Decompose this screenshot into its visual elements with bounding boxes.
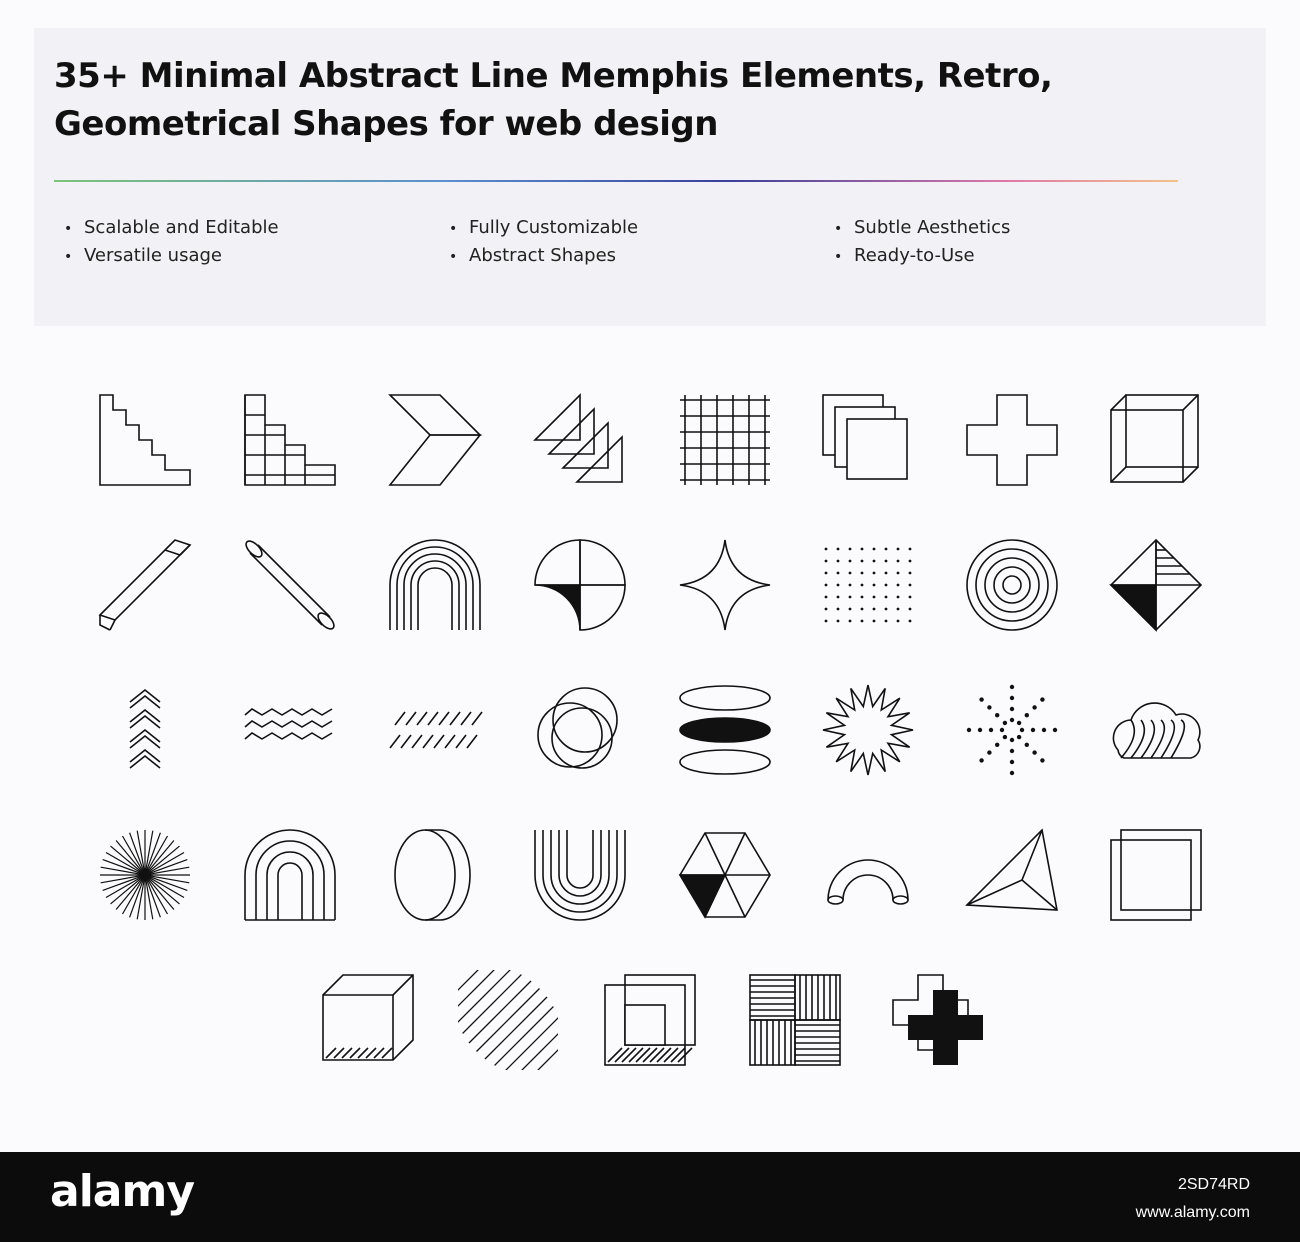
bullet: •: [834, 249, 843, 265]
double-frame-icon: [1106, 825, 1206, 925]
hatched-frame-icon: [600, 970, 700, 1070]
bullet: •: [64, 221, 73, 237]
gradient-divider: [54, 180, 1178, 182]
stacked-ellipses-icon: [675, 680, 775, 780]
concentric-circles-icon: [962, 535, 1062, 635]
bullet: •: [834, 221, 843, 237]
feature-item: [449, 244, 616, 269]
feature-label: Versatile usage: [84, 245, 222, 266]
layered-triangles-icon: [530, 390, 630, 490]
wireframe-cube-icon: [1106, 390, 1206, 490]
feature-item: [834, 216, 1010, 241]
cylinder-icon: [240, 535, 340, 635]
feature-label: Subtle Aesthetics: [854, 217, 1011, 238]
zigzag-lines-icon: [240, 680, 340, 780]
line-tiles-icon: [745, 970, 845, 1070]
image-id: 2SD74RD: [1177, 1176, 1250, 1193]
feature-item: [834, 244, 975, 269]
nested-arches-icon: [385, 535, 485, 635]
four-point-star-icon: [675, 535, 775, 635]
rectangular-prism-icon: [95, 535, 195, 635]
quarter-circles-icon: [530, 535, 630, 635]
feature-label: Ready-to-Use: [854, 245, 975, 266]
striped-cloud-icon: [1106, 680, 1206, 780]
feature-label: Fully Customizable: [469, 217, 639, 238]
chevrons-up-icon: [95, 680, 195, 780]
plus-cross-icon: [962, 390, 1062, 490]
hexagon-triangles-icon: [675, 825, 775, 925]
bullet: •: [64, 249, 73, 265]
dot-grid-icon: [818, 535, 918, 635]
stacked-parallelogram-icon: [385, 390, 485, 490]
feature-item: [64, 244, 222, 269]
icon-gallery: [0, 360, 1300, 1080]
ellipse-disc-icon: [385, 825, 485, 925]
split-diamond-icon: [1106, 535, 1206, 635]
grid-lines-icon: [675, 390, 775, 490]
starburst-icon: [818, 680, 918, 780]
hatched-cube-icon: [318, 970, 418, 1070]
tube-arch-icon: [818, 825, 918, 925]
dotted-arches-icon: [240, 825, 340, 925]
overlapping-circles-icon: [530, 680, 630, 780]
watermark-footer: [0, 1152, 1300, 1242]
feature-item: [449, 216, 638, 241]
hatched-circle-icon: [458, 970, 558, 1070]
bold-cross-icon: [888, 970, 988, 1070]
overlapping-squares-icon: [818, 390, 918, 490]
diagonal-dashes-icon: [385, 680, 485, 780]
sunburst-rays-icon: [95, 825, 195, 925]
feature-list: [64, 216, 1214, 276]
page-title: 35+ Minimal Abstract Line Memphis Elements, Retro, Geometrical Shapes for web design: [54, 56, 1053, 144]
bullet: •: [449, 221, 458, 237]
site-url: www.alamy.com: [1135, 1204, 1250, 1221]
feature-item: [64, 216, 279, 241]
brand-logo: alamy: [50, 1166, 194, 1217]
feature-label: Scalable and Editable: [84, 217, 279, 238]
triangular-pyramid-icon: [962, 825, 1062, 925]
radial-dots-icon: [962, 680, 1062, 780]
bullet: •: [449, 249, 458, 265]
staircase-icon: [95, 390, 195, 490]
u-arches-icon: [530, 825, 630, 925]
grid-staircase-icon: [240, 390, 340, 490]
feature-label: Abstract Shapes: [469, 245, 617, 266]
